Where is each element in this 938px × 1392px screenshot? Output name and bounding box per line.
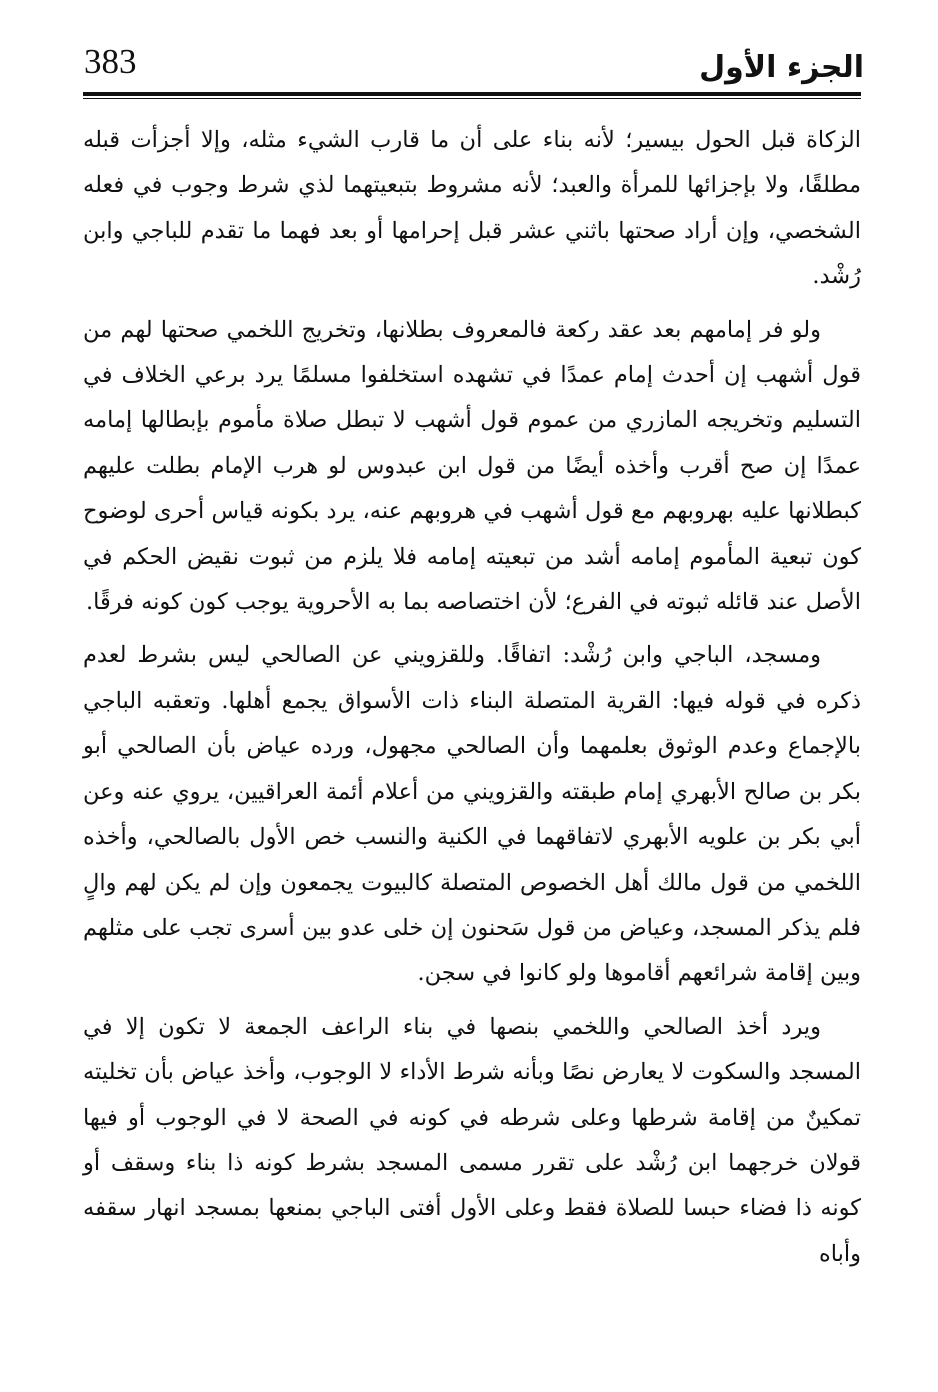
- paragraph: ويرد أخذ الصالحي واللخمي بنصها في بناء الراعف الجمعة لا تكون إلا في المسجد والسكوت لا يعارض نصًا وبأنه شرط الأداء لا الوجوب، وأخذ عياض بأن تخليته تمكينٌ من إقامة شرطها وعلى شرطه في كونه في الصحة لا في الوجوب أو فيها قولان خرجهما ابن رُشْد على تقرر مسمى المسجد بشرط كونه ذا بناء وسقف أو كونه ذا فضاء حبسا للصلاة فقط وعلى الأول أفتى الباجي بمنعها بمسجد انهار سقفه وأباه: [83, 1013, 861, 1267]
- page-body: [83, 118, 861, 1277]
- paragraph: ولو فر إمامهم بعد عقد ركعة فالمعروف بطلانها، وتخريج اللخمي صحتها لهم من قول أشهب إن أحدث إمام عمدًا في تشهده استخلفوا مسلمًا يرد برعي الخلاف في التسليم وتخريجه المازري من عموم قول أشهب لا تبطل صلاة مأموم بإبطالها إمامه عمدًا إن صح أقرب وأخذه أيضًا من قول ابن عبدوس لو هرب الإمام بطلت عليهم كبطلانها عليه بهروبهم مع قول أشهب في هروبهم عنه، يرد بكونه قياس أحرى لوضوح كون تبعية المأموم إمامه أشد من تبعيته إمامه فلا يلزم من ثبوت نقيض الحكم في الأصل عند قائله ثبوته في الفرع؛ لأن اختصاصه بما به الأحروية يوجب كون كونه فرقًا.: [83, 316, 862, 616]
- running-title: الجزء الأول: [699, 50, 864, 85]
- header-rule: [83, 92, 861, 99]
- paragraph: الزكاة قبل الحول بيسير؛ لأنه بناء على أن ما قارب الشيء مثله، وإلا أجزأت قبله مطلقًا، ولا بإجزائها للمرأة والعبد؛ لأنه مشروط بتبعيتهما لذي شرط وجوب في فعله الشخصي، وإن أراد صحتها باثني عشر قبل إحرامها أو بعد فهما ما تقدم للباجي وابن رُشْد.: [83, 127, 861, 290]
- page-number: 383: [84, 42, 137, 81]
- paragraph: ومسجد، الباجي وابن رُشْد: اتفاقًا. وللقزويني عن الصالحي ليس بشرط لعدم ذكره في قوله فيها: القرية المتصلة البناء ذات الأسواق يجمع أهلها. وتعقبه الباجي بالإجماع وعدم الوثوق بعلمهما وأن الصالحي مجهول، ورده عياض بأن الصالحي أبو بكر بن صالح الأبهري إمام طبقته والقزويني من أعلام أئمة العراقيين، يروي عنه وعن أبي بكر بن علويه الأبهري لاتفاقهما في الكنية والنسب خص الأول بالصالحي، وأخذه اللخمي من قول مالك أهل الخصوص المتصلة كالبيوت يجمعون وإن لم يكن لهم والٍ فلم يذكر المسجد، وعياض من قول سَحنون إن خلى عدو بين أسرى تجب على مثلهم وبين إقامة شرائعهم أقاموها ولو كانوا في سجن.: [83, 642, 861, 987]
